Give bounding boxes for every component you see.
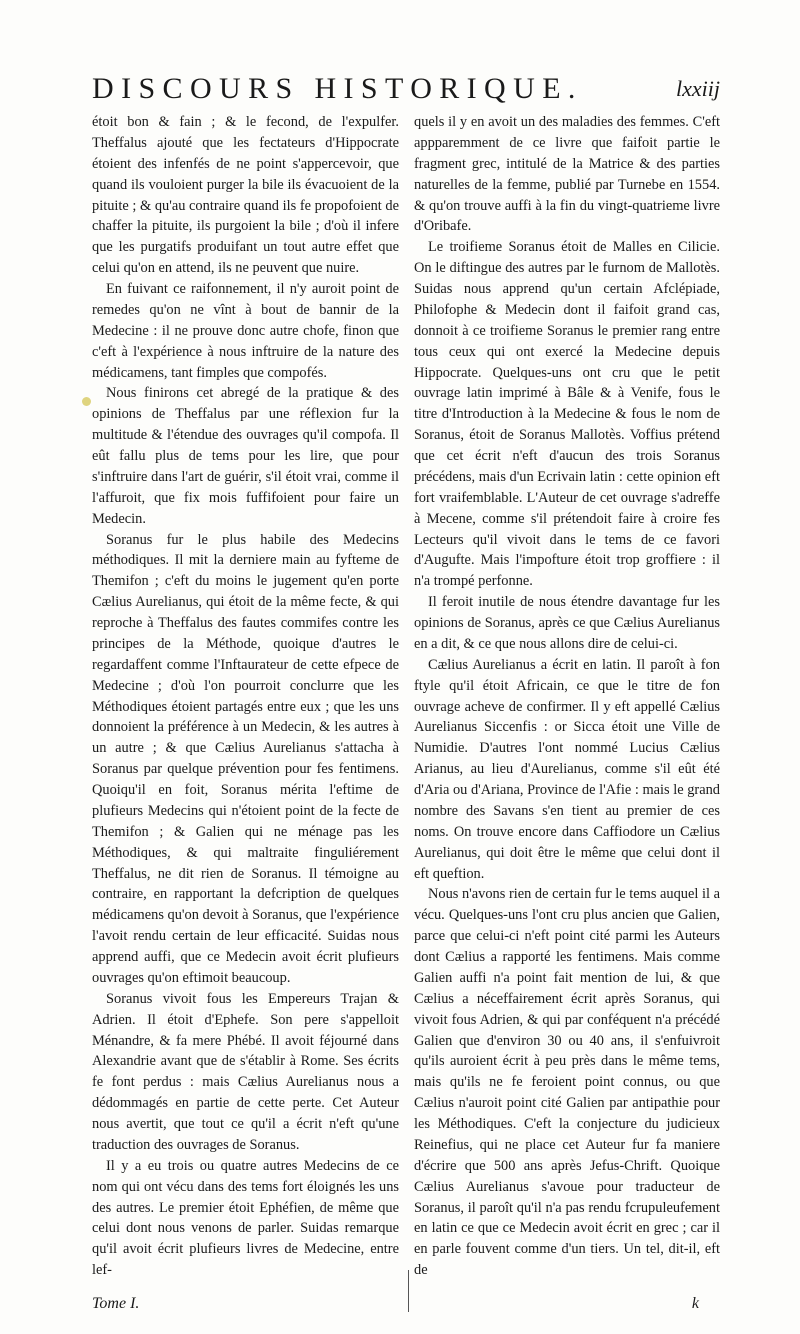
paragraph: Nous n'avons rien de certain fur le tems auquel il a vécu. Quelques-uns l'ont cru plus ancien que Galien, parce que celui-ci n'eft point cité parmi les Auteurs dont Cælius a rapporté les fentimens. Mais comme Galien auffi n'a point fait mention de lui, & que Cælius a néceffairement écrit après Soranus, qui vivoit fous Adrien, & qui par conféquent n'a précédé Galien que d'environ 30 ou 40 ans, il s'enfuivroit qu'ils auroient écrit à peu près dans le même tems, mais qu'ils ne fe feroient point connus, ou que Cælius n'auroit point cité Galien par antipathie pour les Méthodiques. C'eft la conjecture du judicieux Reinefius, qui ne place cet Auteur fur fa maniere d'écrire que 500 ans après Jefus-Chrift. Quoique Cælius Aurelianus s'avoue pour traducteur de Soranus, il paroît qu'il n'a pas rendu fcrupuleufement en latin ce que ce Medecin avoit écrit en grec ; car il en parle fouvent comme d'un tiers. Un tel, dit-il, eft de bbox=[414, 886, 720, 1279]
paragraph: Soranus vivoit fous les Empereurs Trajan & Adrien. Il étoit d'Ephefe. Son pere s'appelloit Ménandre, & fa mere Phébé. Il avoit féjourné dans Alexandrie avant que de s'établir à Rome. Ses écrits fe font perdus : mais Cælius Aurelianus nous a dédommagés en partie de cette perte. Cet Auteur nous avertit, que tout ce qu'il a écrit n'eft qu'une traduction des ouvrages de Soranus. bbox=[92, 990, 399, 1153]
paragraph: Le troifieme Soranus étoit de Malles en Cilicie. On le diftingue des autres par le furnom de Mallotès. Suidas nous apprend qu'un certain Afclépiade, Philofophe & Medecin dont il faifoit grand cas, donnoit à ce troifieme Soranus le premier rang entre tous ceux qui ont exercé la Medecine depuis Hippocrate. Quelques-uns ont cru que le petit ouvrage latin imprimé à Bâle & à Venife, fous le titre d'Introduction à la Medecine & fous le nom de Soranus, étoit de Soranus Mallotès. Voffius prétend que cet écrit n'eft d'aucun des trois Soranus précédens, mais d'un Ecrivain latin : cette opinion eft fort vraifemblable. L'Auteur de cet ouvrage s'adreffe à Mecene, comme s'il prétendoit faire à croire fes Lecteurs qu'il vivoit dans le tems de ce favori d'Augufte. Mais l'impofture étoit trop groffiere : il n'a trompé perfonne. bbox=[414, 239, 720, 590]
volume-label: Tome I. bbox=[92, 1295, 140, 1312]
paragraph: Soranus fur le plus habile des Medecins méthodiques. Il mit la derniere main au fyfteme de Themifon ; c'eft du moins le jugement qu'en porte Cælius Aurelianus, qui étoit de la même fecte, & qui reproche à Theffalus des fautes commifes contre les principes de la Méthode, quoique d'autres le regardaffent comme l'Inftaurateur de cette efpece de Medecine ; d'où l'on pourroit conclurre que les Méthodiques étoient partagés entre eux ; que les uns donnoient la préférence à un Medecin, & les autres à un autre ; & que Cælius Aurelianus s'attacha à Soranus par quelque prévention pour fes fentimens. Quoiqu'il en foit, Soranus mérita l'eftime de plufieurs Medecins qui n'étoient point de la fecte de Themifon ; & Galien qui ne ménage pas les Méthodiques, & qui maltraite finguliérement Theffalus, ne dit rien de Soranus. Il témoigne au contraire, en rapportant la defcription de quelques médicamens qu'on devoit à Soranus, que l'expérience l'avoit rendu certain de leur efficacité. Suidas nous apprend auffi, que ce Medecin avoit écrit plufieurs ouvrages qu'on eftimoit beaucoup. bbox=[92, 531, 399, 986]
left-column bbox=[92, 112, 399, 1281]
page-footer bbox=[92, 1295, 720, 1319]
page-number: lxxiij bbox=[676, 76, 720, 101]
right-column bbox=[414, 112, 720, 1281]
ink-stain bbox=[82, 397, 91, 406]
paragraph: Il y a eu trois ou quatre autres Medecins de ce nom qui ont vécu dans des tems fort éloignés les uns des autres. Le premier étoit Ephéfien, de même que celui dont nous venons de parler. Suidas remarque qu'il avoit écrit plufieurs livres de Medecine, entre lef- bbox=[92, 1157, 399, 1279]
running-header bbox=[92, 72, 720, 112]
paragraph: Cælius Aurelianus a écrit en latin. Il paroît à fon ftyle qu'il étoit Africain, ce que le titre de fon ouvrage acheve de confirmer. Il y eft appellé Cælius Aurelianus Siccenfis : or Sicca étoit une Ville de Numidie. D'autres l'ont nommé Lucius Cælius Arianus, au lieu d'Aurelianus, comme s'il eût été d'Aria ou d'Ariana, Province de l'Afie : mais le grand nombre des Savans s'en tient au premier de ces noms. On trouve encore dans Caffiodore un Cælius Aurelianus, qui doit être le même que celui dont il eft queftion. bbox=[414, 656, 720, 882]
paragraph: En fuivant ce raifonnement, il n'y auroit point de remedes qu'on ne vînt à bout de bannir de la Medecine : il ne prouve donc autre chofe, finon que c'eft à l'expérience à nous inftruire de la nature des médicamens, tant fimples que compofés. bbox=[92, 281, 399, 381]
paragraph: Nous finirons cet abregé de la pratique & des opinions de Theffalus par une réflexion fur la multitude & l'étendue des ouvrages qu'il compofa. Il eût fallu plus de tems pour les lire, que pour s'inftruire dans l'art de guérir, s'il étoit vrai, comme il l'affuroit, que fix mois fuffifoient pour faire un Medecin. bbox=[92, 385, 399, 527]
paragraph: étoit bon & fain ; & le fecond, de l'expulfer. Theffalus ajouté que les fectateurs d'Hippocrate étoient des infenfés de ne point s'appercevoir, que quand ils vouloient purger la bile ils évacuoient de la pituite ; & qu'au contraire quand ils fe propofoient de chaffer la pituite, ils purgoient la bile ; d'où il infere que les purgatifs produifant un tout autre effet que celui qu'on en attend, ils ne peuvent que nuire. bbox=[92, 114, 399, 277]
signature-mark: k bbox=[691, 1295, 699, 1312]
paragraph: quels il y en avoit un des maladies des femmes. C'eft appparemment de ce livre que faifoit partie le fragment grec, intitulé de la Matrice & des parties naturelles de la femme, publié par Turnebe en 1554. & qu'on trouve auffi à la fin du vingt-quatrieme livre d'Oribafe. bbox=[414, 114, 720, 235]
running-title: DISCOURS HISTORIQUE. bbox=[92, 72, 583, 105]
paragraph: Il feroit inutile de nous étendre davantage fur les opinions de Soranus, après ce que Cælius Aurelianus en a dit, & ce que nous allons dire de celui-ci. bbox=[414, 594, 720, 652]
